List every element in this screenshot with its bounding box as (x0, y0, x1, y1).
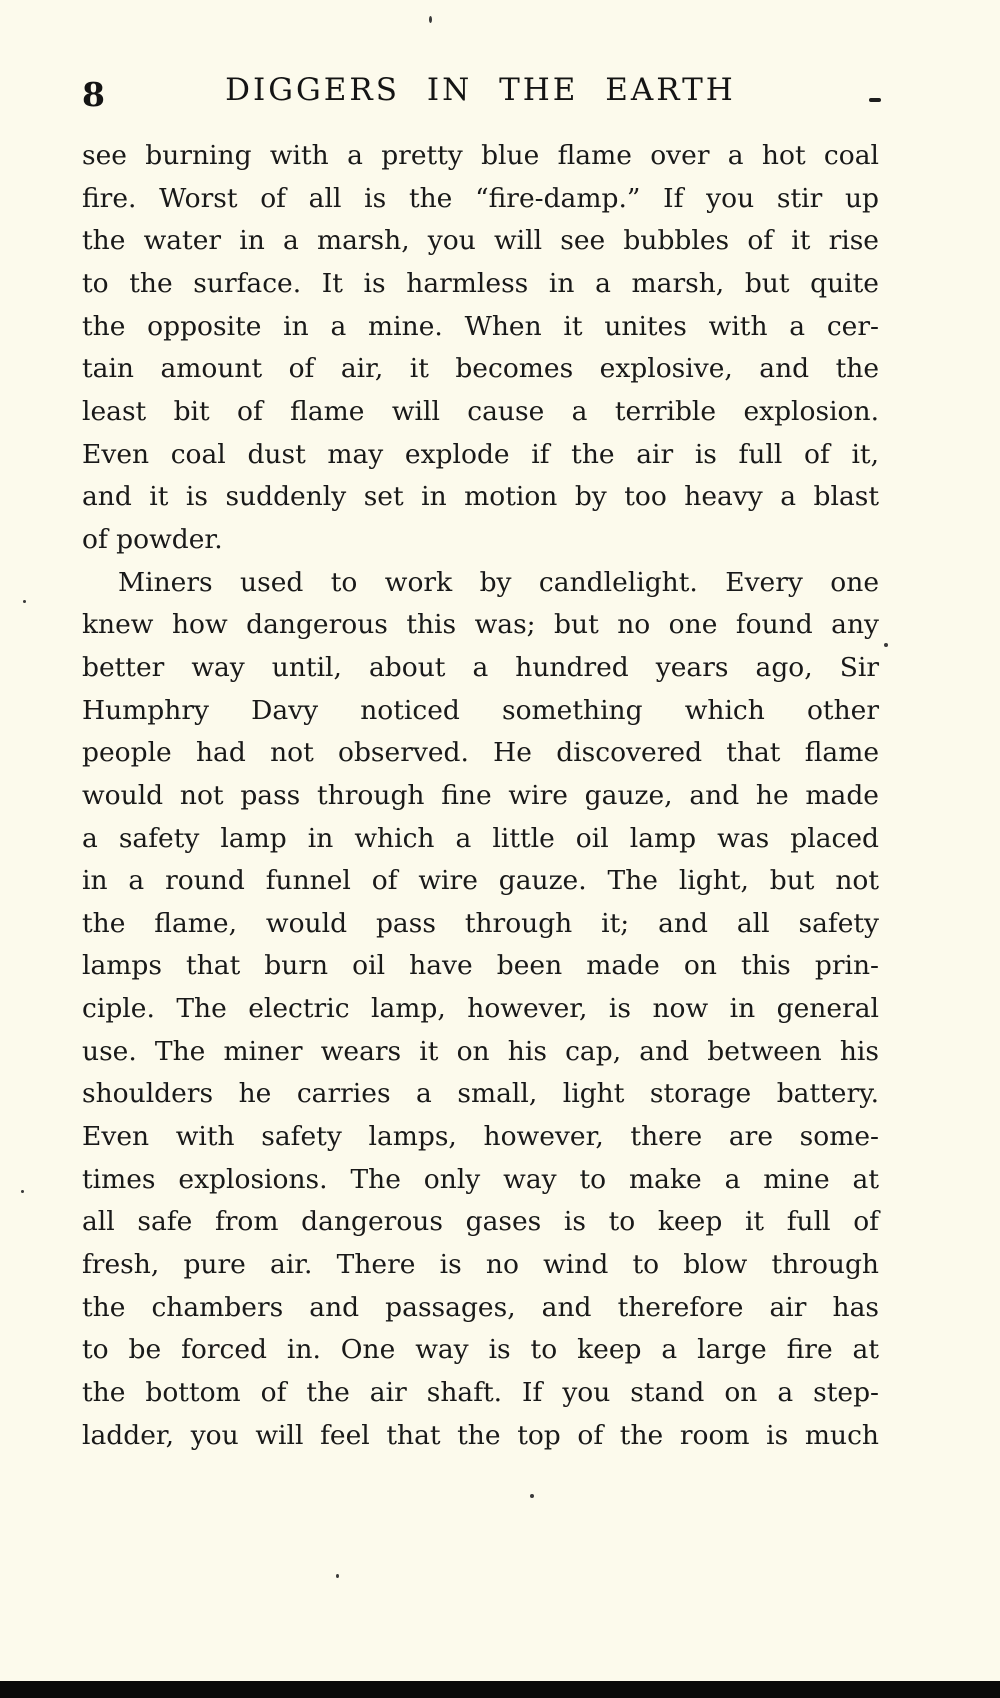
text-line: see burning with a pretty blue flame over a hot coal (82, 140, 879, 171)
text-line: the bottom of the air shaft. If you stand on a step- (82, 1377, 879, 1409)
text-line: ladder, you will feel that the top of the room is much (82, 1419, 879, 1451)
scan-speck (530, 1494, 534, 1498)
paragraph (82, 562, 879, 1458)
text-line: would not pass through fine wire gauze, and he made (82, 779, 879, 811)
text-line: the water in a marsh, you will see bubbles of it rise (82, 225, 879, 257)
text-line: the chambers and passages, and therefore air has (82, 1291, 879, 1323)
text-line: people had not observed. He discovered that flame (82, 737, 879, 769)
scan-edge-bar (0, 1681, 1000, 1698)
text-line: least bit of flame will cause a terrible explosion. (82, 395, 879, 427)
text-line: times explosions. The only way to make a mine at (82, 1163, 879, 1195)
scan-speck (884, 643, 888, 647)
text-line: all safe from dangerous gases is to keep it full of (82, 1206, 879, 1238)
text-line: fresh, pure air. There is no wind to blow through (82, 1249, 879, 1281)
text-line: shoulders he carries a small, light storage battery. (82, 1078, 879, 1110)
page-number: 8 (82, 75, 106, 114)
text-line: Miners used to work by candlelight. Every one (118, 566, 879, 598)
scan-speck (21, 1190, 24, 1193)
text-line: better way until, about a hundred years ago, Sir (82, 651, 879, 683)
text-line: fire. Worst of all is the “fire-damp.” If you stir up (82, 182, 879, 214)
text-line: lamps that burn oil have been made on this prin- (82, 950, 879, 982)
page-header (82, 72, 879, 116)
text-line: to be forced in. One way is to keep a large fire at (82, 1334, 879, 1366)
scan-speck (336, 1574, 339, 1578)
text-line: ciple. The electric lamp, however, is now in general (82, 993, 879, 1025)
scan-speck (23, 600, 26, 603)
text-line: and it is suddenly set in motion by too heavy a blast (82, 481, 879, 513)
text-line: to the surface. It is harmless in a marsh, but quite (82, 267, 879, 299)
text-line: tain amount of air, it becomes explosive, and the (82, 353, 879, 385)
text-line: the flame, would pass through it; and all safety (82, 907, 879, 939)
text-line: of powder. (82, 523, 223, 555)
text-line: knew how dangerous this was; but no one found any (82, 609, 879, 641)
text-line: the opposite in a mine. When it unites with a cer- (82, 310, 879, 342)
paragraph (82, 135, 879, 562)
text-line: a safety lamp in which a little oil lamp was placed (82, 822, 879, 854)
text-line: use. The miner wears it on his cap, and between his (82, 1035, 879, 1067)
text-line: Humphry Davy noticed something which other (82, 694, 879, 726)
scan-speck (869, 98, 881, 102)
scan-speck (429, 16, 432, 23)
text-line: Even coal dust may explode if the air is full of it, (82, 438, 879, 470)
text-line: in a round funnel of wire gauze. The light, but not (82, 865, 879, 897)
running-title: DIGGERS IN THE EARTH (225, 72, 736, 108)
text-line: Even with safety lamps, however, there are some- (82, 1121, 879, 1153)
page-body (82, 135, 879, 1457)
